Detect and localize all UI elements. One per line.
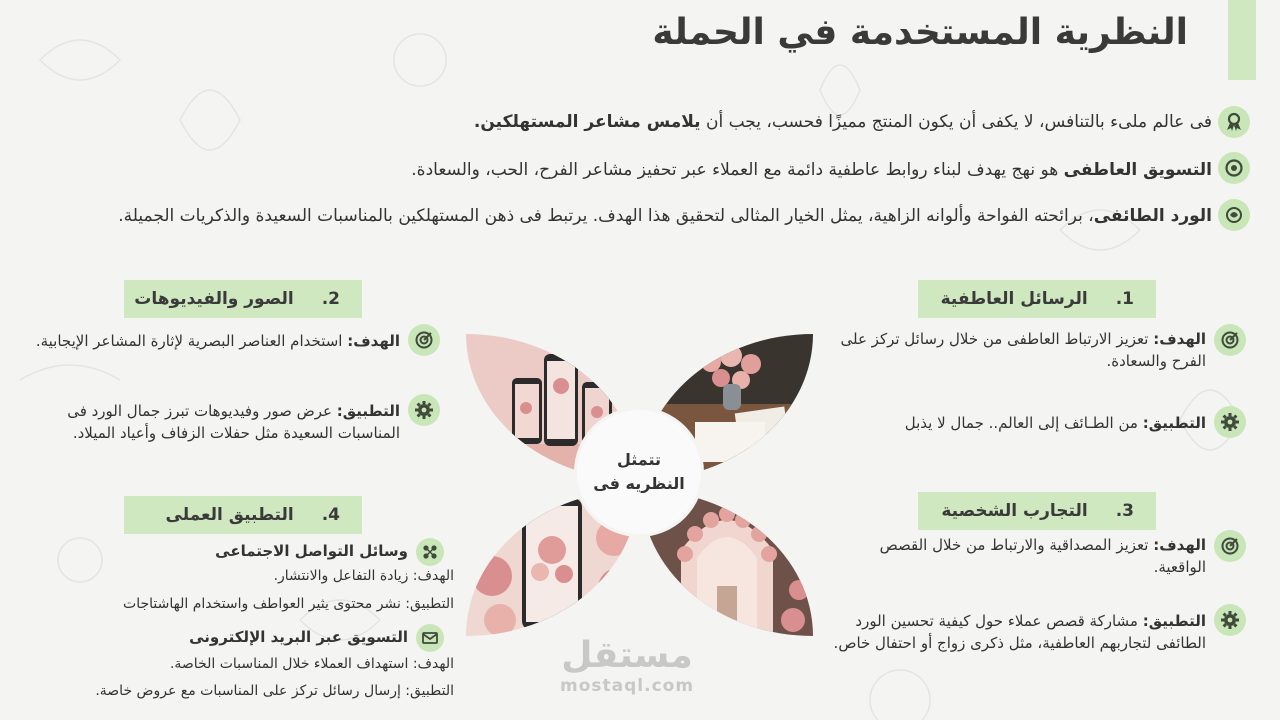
mostaql-watermark: مستقل mostaql.com <box>560 635 695 696</box>
section-1-goal: الهدف: تعزيز الارتباط العاطفى من خلال رسائل تركز على الفرح والسعادة. <box>840 330 1206 370</box>
gear-icon <box>408 394 440 426</box>
intro-line-1: فى عالم ملىء بالتنافس، لا يكفى أن يكون المنتج مميزًا فحسب، يجب أن يلامس مشاعر المستهلكين. <box>473 112 1212 132</box>
section-1-application: التطبيق: من الطـائف إلى العالم.. جمال لا يذبل <box>904 414 1206 432</box>
page-title: النظرية المستخدمة في الحملة <box>652 12 1188 53</box>
rose-icon <box>1218 199 1250 231</box>
target-icon <box>1214 530 1246 562</box>
intro-line-2: التسويق العاطفى هو نهج يهدف لبناء روابط عاطفية دائمة مع العملاء عبر تحفيز مشاعر الفرح، الحب، والسعادة. <box>411 160 1212 180</box>
center-theory-label: تتمثل النظريه فى <box>577 410 701 534</box>
section-2-application: التطبيق: عرض صور وفيديوهات تبرز جمال الورد فى المناسبات السعيدة مثل حفلات الزفاف وأعياد الميلاد. <box>67 402 400 442</box>
target-icon <box>408 324 440 356</box>
share-network-icon <box>416 538 444 566</box>
section-3-goal: الهدف: تعزيز المصداقية والارتباط من خلال القصص الواقعية. <box>879 536 1206 576</box>
social-media-goal: الهدف: زيادة التفاعل والانتشار. <box>273 568 454 584</box>
title-accent-bar <box>1228 0 1256 80</box>
email-marketing-goal: الهدف: استهداف العملاء خلال المناسبات الخاصة. <box>169 656 454 672</box>
gear-icon <box>1214 604 1246 636</box>
section-3-header: 3. التجارب الشخصية <box>918 492 1156 530</box>
section-2-header: 2. الصور والفيديوهات <box>124 280 362 318</box>
section-4-header: 4. التطبيق العملى <box>124 496 362 534</box>
ribbon-icon <box>1218 106 1250 138</box>
email-marketing-title: التسويق عبر البريد الإلكترونى <box>189 628 408 646</box>
target-icon <box>1214 324 1246 356</box>
email-icon <box>416 624 444 652</box>
flower-badge-icon <box>1218 152 1250 184</box>
section-3-application: التطبيق: مشاركة قصص عملاء حول كيفية تحسين الورد الطائفى لتجاربهم العاطفية، مثل ذكرى زواج أو احتفال خاص. <box>833 612 1206 652</box>
social-media-title: وسائل التواصل الاجتماعى <box>215 542 408 560</box>
section-1-header: 1. الرسائل العاطفية <box>918 280 1156 318</box>
email-marketing-application: التطبيق: إرسال رسائل تركز على المناسبات مع عروض خاصة. <box>95 683 454 699</box>
section-2-goal: الهدف: استخدام العناصر البصرية لإثارة المشاعر الإيجابية. <box>35 332 400 350</box>
intro-line-3: الورد الطائفى، برائحته الفواحة وألوانه الزاهية، يمثل الخيار المثالى لتحقيق هذا الهدف. يرتبط فى ذهن المستهلكين بالمناسبات السعيدة والذكريات الجميلة. <box>118 206 1212 226</box>
social-media-application: التطبيق: نشر محتوى يثير العواطف واستخدام الهاشتاجات <box>123 596 454 612</box>
gear-icon <box>1214 406 1246 438</box>
